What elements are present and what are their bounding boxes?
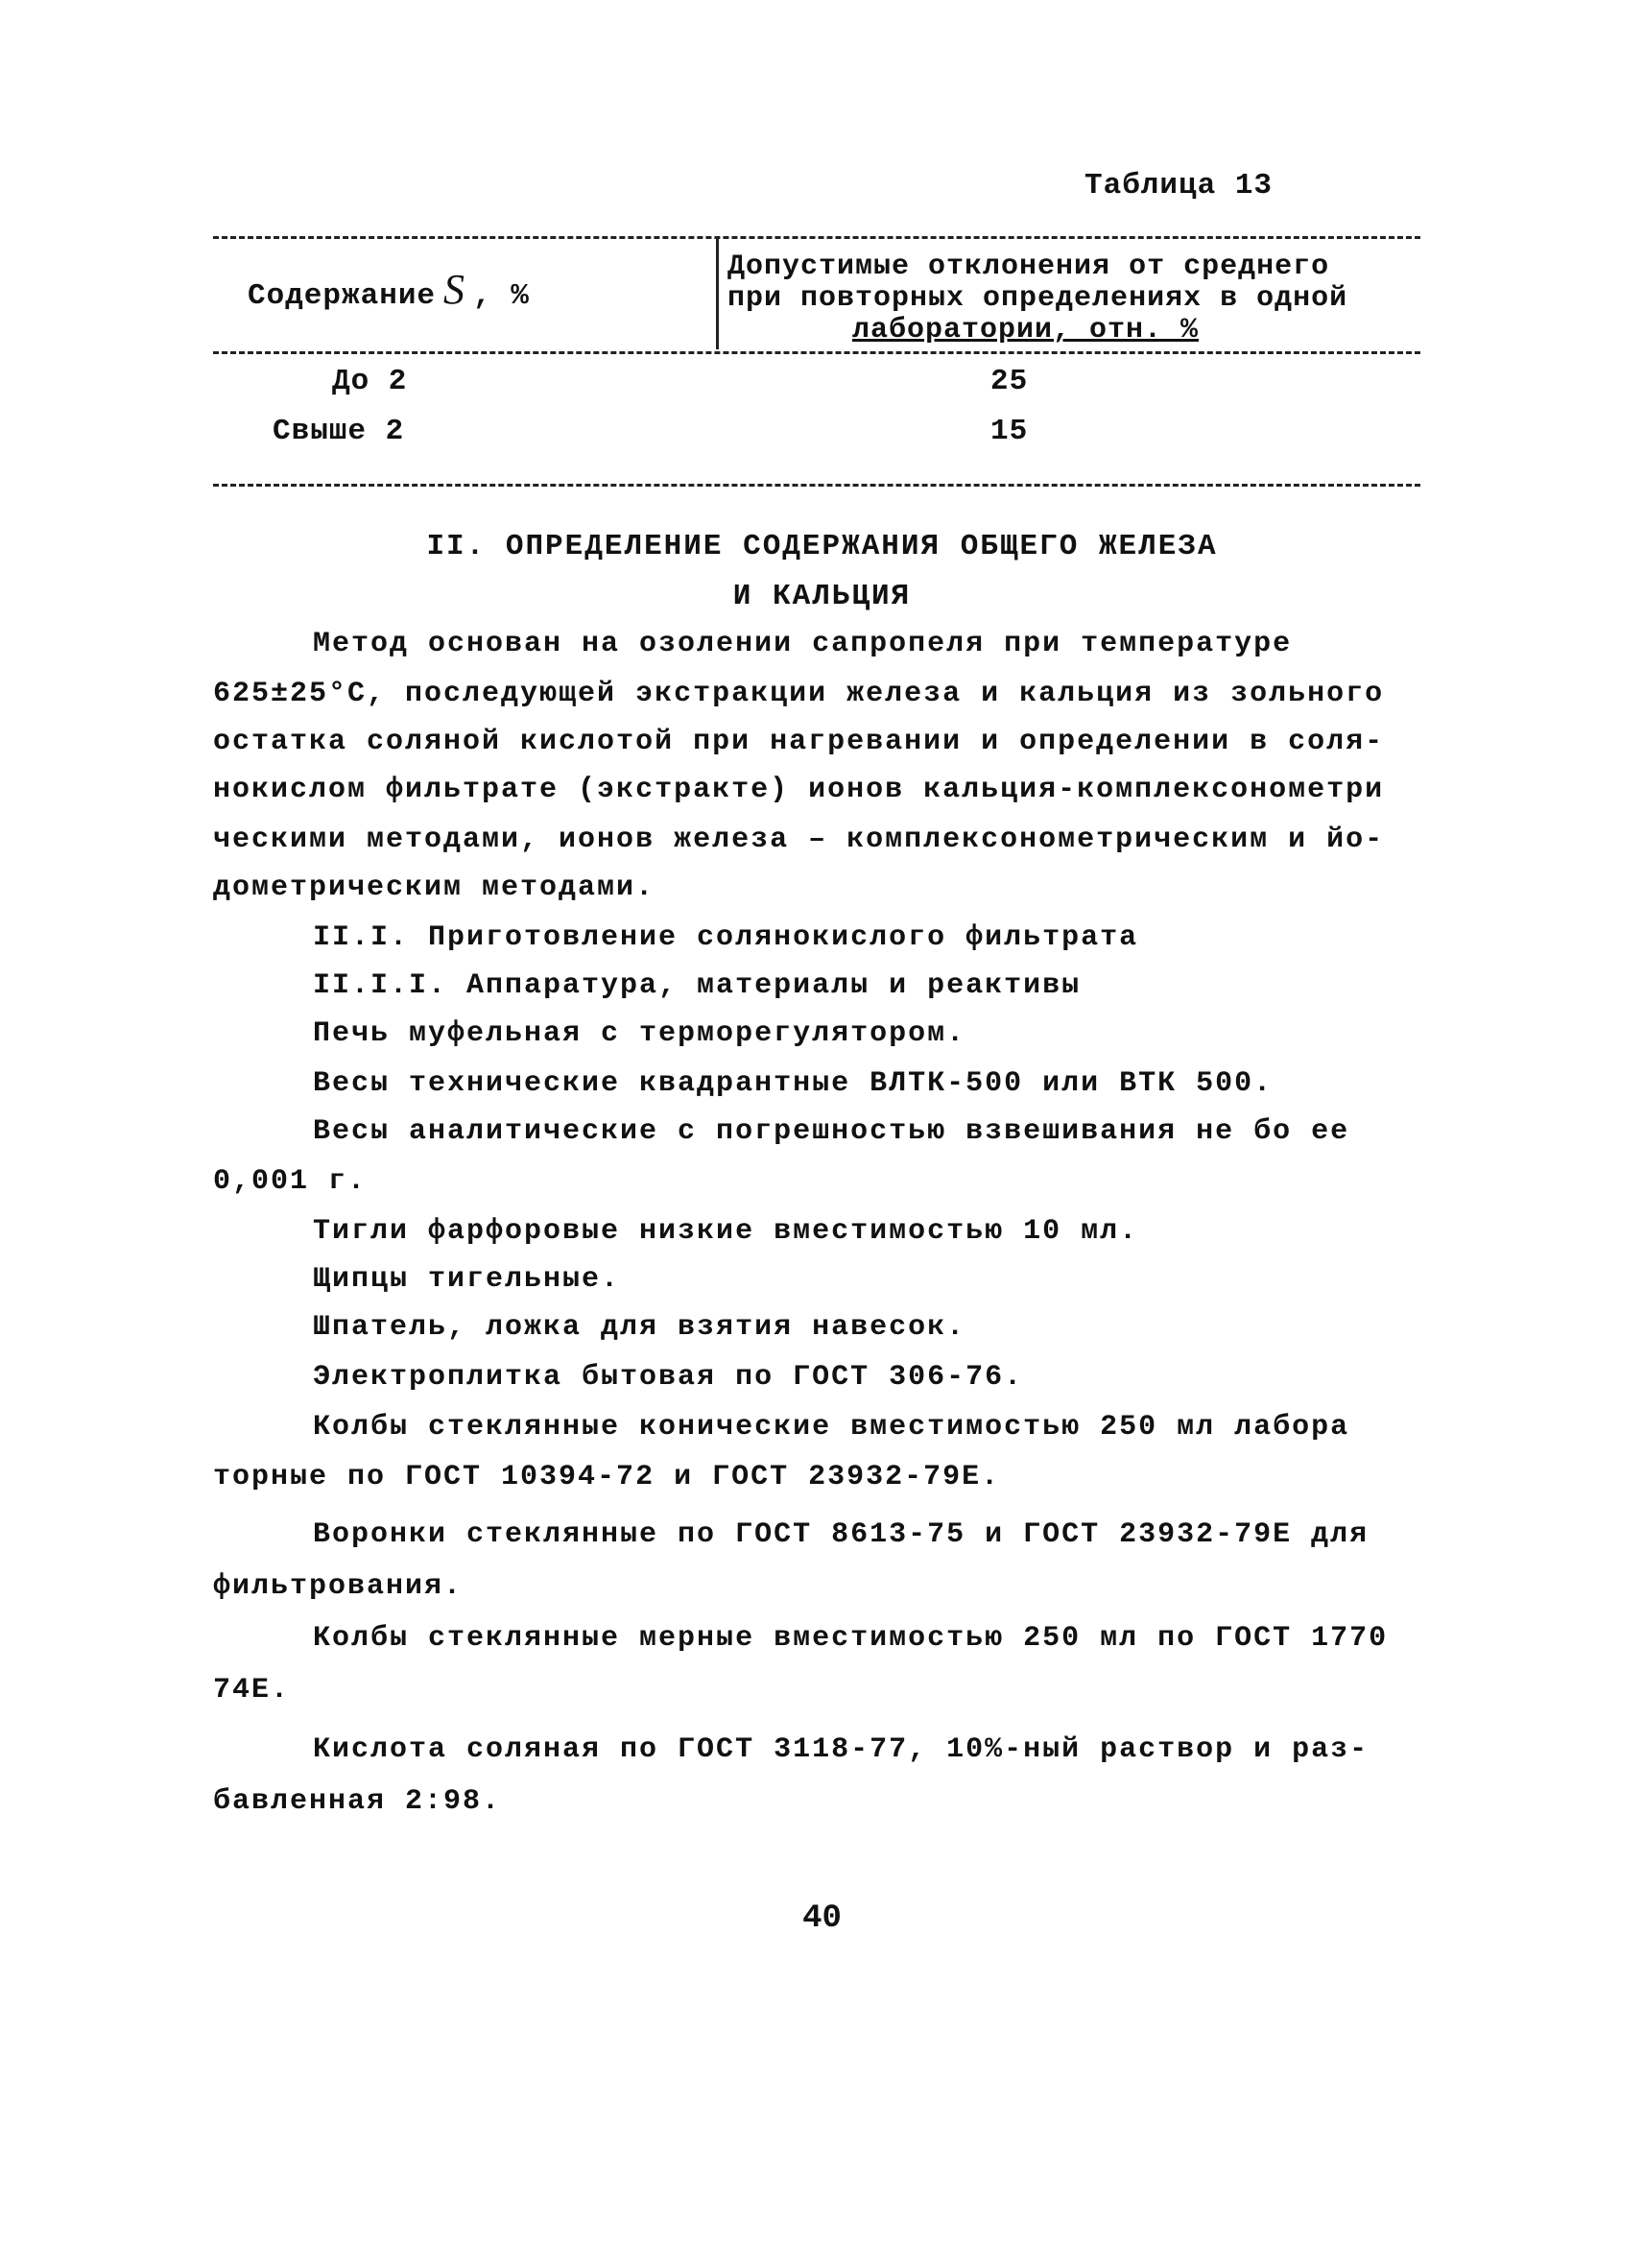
section-title-line-2: И КАЛЬЦИЯ xyxy=(732,580,912,613)
subsection-heading: II.I. Приготовление солянокислого фильтрата xyxy=(313,921,1139,954)
table-header-rule xyxy=(213,351,1420,354)
body-line-24: бавленная 2:98. xyxy=(213,1785,502,1818)
table-row-1-deviation: 25 xyxy=(990,365,1029,398)
body-line-5: ческими методами, ионов железа – комплексонометрическим и йо- xyxy=(213,824,1385,856)
header-deviation-line-3: лаборатории, отн. % xyxy=(852,314,1200,346)
body-line-16: Электроплитка бытовая по ГОСТ 306-76. xyxy=(313,1361,1024,1394)
table-row-1-content: До 2 xyxy=(332,365,408,398)
table-column-separator xyxy=(716,238,719,349)
subsubsection-heading: II.I.I. Аппаратура, материалы и реактивы xyxy=(313,969,1082,1002)
body-line-11: Весы аналитические с погрешностью взвешивания не бо ее xyxy=(313,1115,1350,1148)
body-line-10: Весы технические квадрантные ВЛТК-500 или ВТК 500. xyxy=(313,1067,1274,1100)
table-top-rule xyxy=(213,236,1420,239)
body-line-20: фильтрования. xyxy=(213,1570,464,1603)
table-row-2-deviation: 15 xyxy=(990,415,1029,448)
body-line-21: Колбы стеклянные мерные вместимостью 250 мл по ГОСТ 1770 xyxy=(313,1622,1389,1655)
body-line-18: торные по ГОСТ 10394-72 и ГОСТ 23932-79Е. xyxy=(213,1461,1001,1493)
body-line-3: остатка соляной кислотой при нагревании и определении в соля- xyxy=(213,726,1385,758)
body-line-2: 625±25°С, последующей экстракции железа и кальция из зольного xyxy=(213,678,1385,710)
body-line-22: 74Е. xyxy=(213,1674,291,1707)
header-deviation-line-2: при повторных определениях в одной xyxy=(727,282,1348,315)
header-deviation-line-1: Допустимые отклонения от среднего xyxy=(727,251,1330,283)
header-deviation xyxy=(727,251,1418,346)
body-line-23: Кислота соляная по ГОСТ 3118-77, 10%-ный раствор и раз- xyxy=(313,1733,1370,1766)
section-title-line-1: II. ОПРЕДЕЛЕНИЕ СОДЕРЖАНИЯ ОБЩЕГО ЖЕЛЕЗА xyxy=(426,530,1218,563)
table-caption: Таблица 13 xyxy=(1084,169,1274,203)
sulfur-symbol: S xyxy=(443,266,466,313)
body-line-17: Колбы стеклянные конические вместимостью 250 мл лабора xyxy=(313,1411,1350,1444)
header-content xyxy=(248,265,530,314)
body-line-13: Тигли фарфоровые низкие вместимостью 10 мл. xyxy=(313,1215,1139,1248)
body-line-19: Воронки стеклянные по ГОСТ 8613-75 и ГОСТ 23932-79Е для xyxy=(313,1518,1370,1551)
body-line-9: Печь муфельная с терморегулятором. xyxy=(313,1017,966,1050)
body-line-12: 0,001 г. xyxy=(213,1165,368,1198)
header-content-label: Содержание xyxy=(248,279,437,313)
body-line-1: Метод основан на озолении сапропеля при температуре xyxy=(313,628,1293,660)
body-line-4: нокислом фильтрате (экстракте) ионов кальция-комплексонометри xyxy=(213,774,1385,806)
body-line-15: Шпатель, ложка для взятия навесок. xyxy=(313,1311,966,1344)
body-line-14: Щипцы тигельные. xyxy=(313,1263,621,1296)
table-row-2-content: Свыше 2 xyxy=(273,415,405,448)
table-bottom-rule xyxy=(213,484,1420,487)
header-content-unit: , % xyxy=(473,279,530,313)
body-line-6: дометрическим методами. xyxy=(213,871,655,904)
page-number: 40 xyxy=(802,1900,842,1937)
